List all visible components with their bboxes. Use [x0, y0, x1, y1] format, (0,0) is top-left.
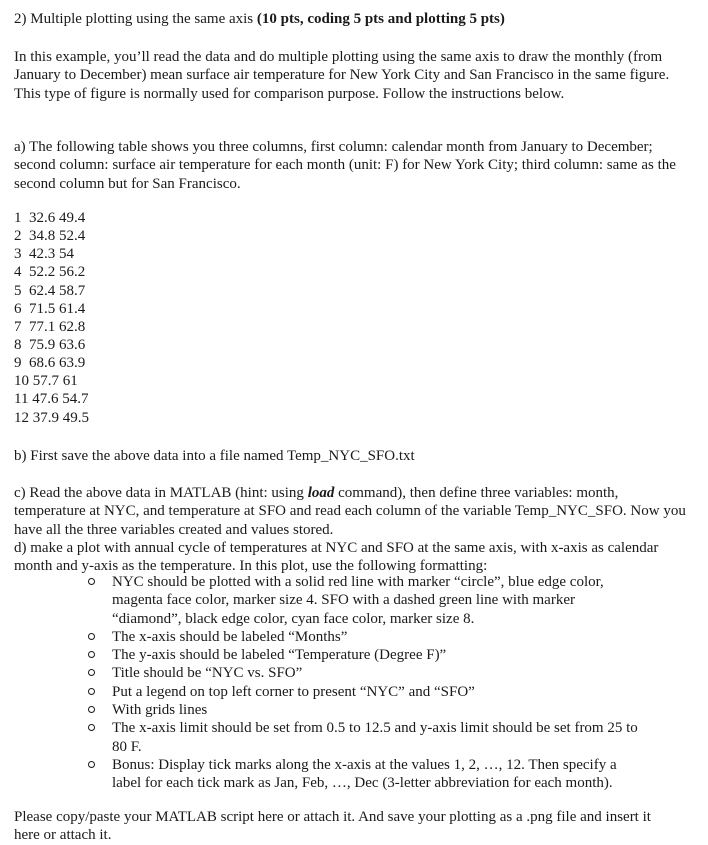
list-item: NYC should be plotted with a solid red line with marker “circle”, blue edge color, magenta face color, marker size 4. SFO with a dashed green line with marker “diamond”, black edge color, cyan face color, marker size 8.: [0, 573, 646, 628]
circle-bullet-icon: [88, 633, 95, 640]
data-row: 12 37.9 49.5: [14, 409, 89, 426]
circle-bullet-icon: [88, 724, 95, 731]
circle-bullet-icon: [88, 706, 95, 713]
data-row: 10 57.7 61: [14, 373, 78, 390]
data-row: 4 52.2 56.2: [14, 264, 86, 281]
part-c-paragraph: [14, 484, 690, 539]
question-points: (10 pts, coding 5 pts and plotting 5 pts): [256, 11, 505, 27]
list-item: The x-axis limit should be set from 0.5 to 12.5 and y-axis limit should be set from 25 to 80 F.: [0, 719, 646, 756]
part-b-paragraph: b) First save the above data into a file named Temp_NYC_SFO.txt: [14, 448, 415, 464]
list-item: The x-axis should be labeled “Months”: [0, 628, 646, 646]
data-row: 3 42.3 54: [14, 246, 74, 263]
list-item: The y-axis should be labeled “Temperature (Degree F)”: [0, 646, 646, 664]
question-title-text: 2) Multiple plotting using the same axis: [14, 11, 257, 27]
circle-bullet-icon: [88, 688, 95, 695]
data-row: 1 32.6 49.4: [14, 210, 86, 226]
circle-bullet-icon: [88, 761, 95, 768]
list-item: Bonus: Display tick marks along the x-axis at the values 1, 2, …, 12. Then specify a label for each tick mark as Jan, Feb, …, Dec (3-letter abbreviation for each month).: [0, 756, 646, 793]
final-instruction: Please copy/paste your MATLAB script here or attach it. And save your plotting as a .png file and insert it here or attach it.: [14, 809, 651, 844]
data-row: 7 77.1 62.8: [14, 318, 86, 335]
list-item: Put a legend on top left corner to present “NYC” and “SFO”: [0, 683, 646, 701]
circle-bullet-icon: [88, 578, 95, 585]
list-item: With grids lines: [0, 701, 646, 719]
data-row: 2 34.8 52.4: [14, 228, 86, 245]
data-row: 11 47.6 54.7: [14, 391, 89, 408]
intro-paragraph: In this example, you’ll read the data and do multiple plotting using the same axis to draw the monthly (from January to December) mean surface air temperature for New York City and San Francisco in the same figure. This type of figure is normally used for comparison purpose. Follow the instructions below.: [14, 49, 670, 102]
part-a-paragraph: a) The following table shows you three columns, first column: calendar month from January to December; second column: surface air temperature for each month (unit: F) for New York City; third column: same as the second column but for San Francisco.: [14, 139, 676, 192]
data-row: 5 62.4 58.7: [14, 282, 86, 299]
load-keyword: load: [307, 485, 335, 501]
question-title: [14, 10, 698, 28]
data-row: 6 71.5 61.4: [14, 300, 86, 317]
list-item: Title should be “NYC vs. SFO”: [0, 664, 646, 682]
part-c-after: command), then define three variables: month, temperature at NYC, and temperature at SFO and read each column of the variable Temp_NYC_SFO. Now you have all the three variables created and values stored.: [14, 485, 686, 538]
data-table: [14, 209, 698, 427]
circle-bullet-icon: [88, 669, 95, 676]
data-row: 9 68.6 63.9: [14, 355, 86, 372]
formatting-list: [0, 573, 708, 793]
circle-bullet-icon: [88, 651, 95, 658]
data-row: 8 75.9 63.6: [14, 336, 86, 353]
part-d-paragraph: d) make a plot with annual cycle of temperatures at NYC and SFO at the same axis, with x-axis as calendar month and y-axis as the temperature. In this plot, use the following formatting:: [14, 540, 659, 575]
part-c-before: c) Read the above data in MATLAB (hint: using: [14, 485, 308, 501]
